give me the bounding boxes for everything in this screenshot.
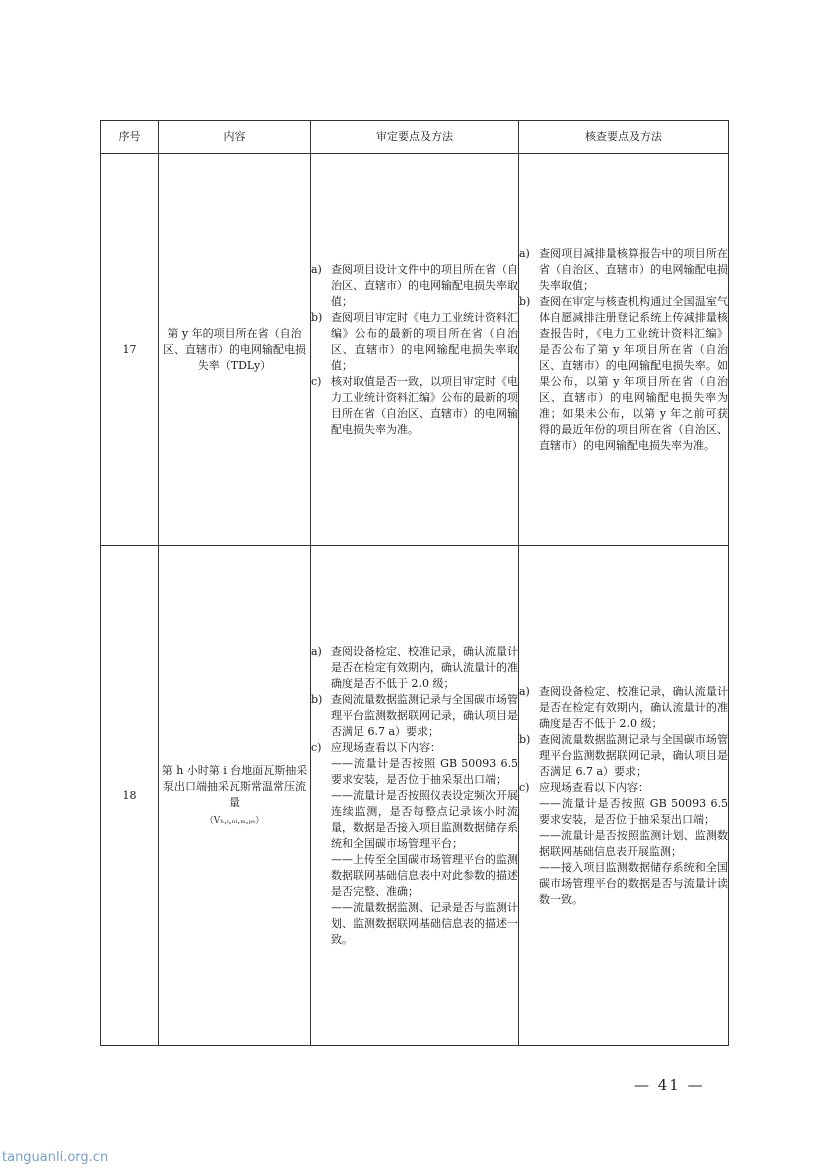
review-points <box>311 546 519 1046</box>
item-label: c) <box>519 780 530 794</box>
watermark-text: tanguanli.org.cn <box>2 1150 109 1165</box>
list-item <box>311 262 518 310</box>
content-text: 第 h 小时第 i 台地面瓦斯抽采泵出口端抽采瓦斯常温常压流量 <box>161 763 308 809</box>
sub-item: ——接入项目监测数据储存系统和全国碳市场管理平台的数据是否与流量计读数一致。 <box>539 860 728 906</box>
list-item <box>311 644 518 692</box>
item-text: 应现场查看以下内容： <box>539 780 649 794</box>
item-text: 查阅在审定与核查机构通过全国温室气体自愿减排注册登记系统上传减排量核查报告时，《电力工业统计资料汇编》是否公布了第 y 年项目所在省（自治区、直辖市）的电网输配电损失率。如果公布，以第 y 年项目所在省（自治区、直辖市）的电网输配电损失率为准；如果未公布，以第 y 年之前可获得的最近年份的项目所在省（自治区、直辖市）的电网输配电损失率为准。 <box>539 294 728 452</box>
list-item <box>519 246 728 294</box>
list-item <box>519 294 728 454</box>
review-table <box>100 120 729 1046</box>
table-row <box>101 546 729 1046</box>
sub-item: ——流量计是否按照 GB 50093 6.5 要求安装，是否位于抽采泵出口端； <box>539 796 728 826</box>
item-label: a) <box>311 644 322 658</box>
row-content <box>159 546 311 1046</box>
list-item <box>311 692 518 740</box>
content-symbol: （Vₕ,ᵢ,ₙᵢ,ₘ,ₚₛ） <box>204 815 265 826</box>
sub-item: ——流量计是否按照仪表设定频次开展连续监测，是否每整点记录该小时流量，数据是否接入项目监测数据储存系统和全国碳市场管理平台； <box>331 788 518 850</box>
list-item <box>519 684 728 732</box>
item-body <box>331 740 518 948</box>
sub-item: ——上传至全国碳市场管理平台的监测数据联网基础信息表中对此参数的描述是否完整、准确； <box>331 852 518 898</box>
item-text: 查阅设备检定、校准记录，确认流量计是否在检定有效期内，确认流量计的准确度是否不低于 2.0 级； <box>539 684 728 730</box>
item-label: a) <box>519 246 530 260</box>
page-number: — 41 — <box>634 1076 705 1094</box>
item-text: 查阅设备检定、校准记录，确认流量计是否在检定有效期内，确认流量计的准确度是否不低于 2.0 级； <box>331 644 518 690</box>
sub-item: ——流量计是否按照 GB 50093 6.5 要求安装，是否位于抽采泵出口端； <box>331 756 518 786</box>
item-label: c) <box>311 374 322 388</box>
header-review-method: 审定要点及方法 <box>311 121 519 154</box>
sub-item: ——流量计是否按照监测计划、监测数据联网基础信息表开展监测； <box>539 828 728 858</box>
verify-points <box>519 546 729 1046</box>
item-label: b) <box>311 310 323 324</box>
row-number: 17 <box>101 154 159 546</box>
item-label: a) <box>311 262 322 276</box>
list-item <box>519 780 728 908</box>
sub-item: ——流量数据监测、记录是否与监测计划、监测数据联网基础信息表的描述一致。 <box>331 900 518 946</box>
item-label: a) <box>519 684 530 698</box>
header-seq: 序号 <box>101 121 159 154</box>
item-body <box>539 780 728 908</box>
item-label: b) <box>519 294 531 308</box>
item-label: b) <box>519 732 531 746</box>
list-item <box>311 740 518 948</box>
verify-points <box>519 154 729 546</box>
item-text: 查阅流量数据监测记录与全国碳市场管理平台监测数据联网记录，确认项目是否满足 6.7 a）要求； <box>539 732 728 778</box>
list-item <box>519 732 728 780</box>
review-points <box>311 154 519 546</box>
item-text: 查阅流量数据监测记录与全国碳市场管理平台监测数据联网记录，确认项目是否满足 6.7 a）要求； <box>331 692 518 738</box>
row-content: 第 y 年的项目所在省（自治区、直辖市）的电网输配电损失率（TDLy） <box>159 154 311 546</box>
table-header-row <box>101 121 729 154</box>
item-text: 核对取值是否一致，以项目审定时《电力工业统计资料汇编》公布的最新的项目所在省（自治区、直辖市）的电网输配电损失率为准。 <box>331 374 518 436</box>
item-text: 应现场查看以下内容： <box>331 740 441 754</box>
row-number: 18 <box>101 546 159 1046</box>
item-text: 查阅项目减排量核算报告中的项目所在省（自治区、直辖市）的电网输配电损失率取值； <box>539 246 728 292</box>
item-text: 查阅项目设计文件中的项目所在省（自治区、直辖市）的电网输配电损失率取值； <box>331 262 518 308</box>
item-label: c) <box>311 740 322 754</box>
item-text: 查阅项目审定时《电力工业统计资料汇编》公布的最新的项目所在省（自治区、直辖市）的电网输配电损失率取值； <box>331 310 518 372</box>
list-item <box>311 310 518 374</box>
table-row <box>101 154 729 546</box>
header-verify-method: 核查要点及方法 <box>519 121 729 154</box>
list-item <box>311 374 518 438</box>
item-label: b) <box>311 692 323 706</box>
header-content: 内容 <box>159 121 311 154</box>
